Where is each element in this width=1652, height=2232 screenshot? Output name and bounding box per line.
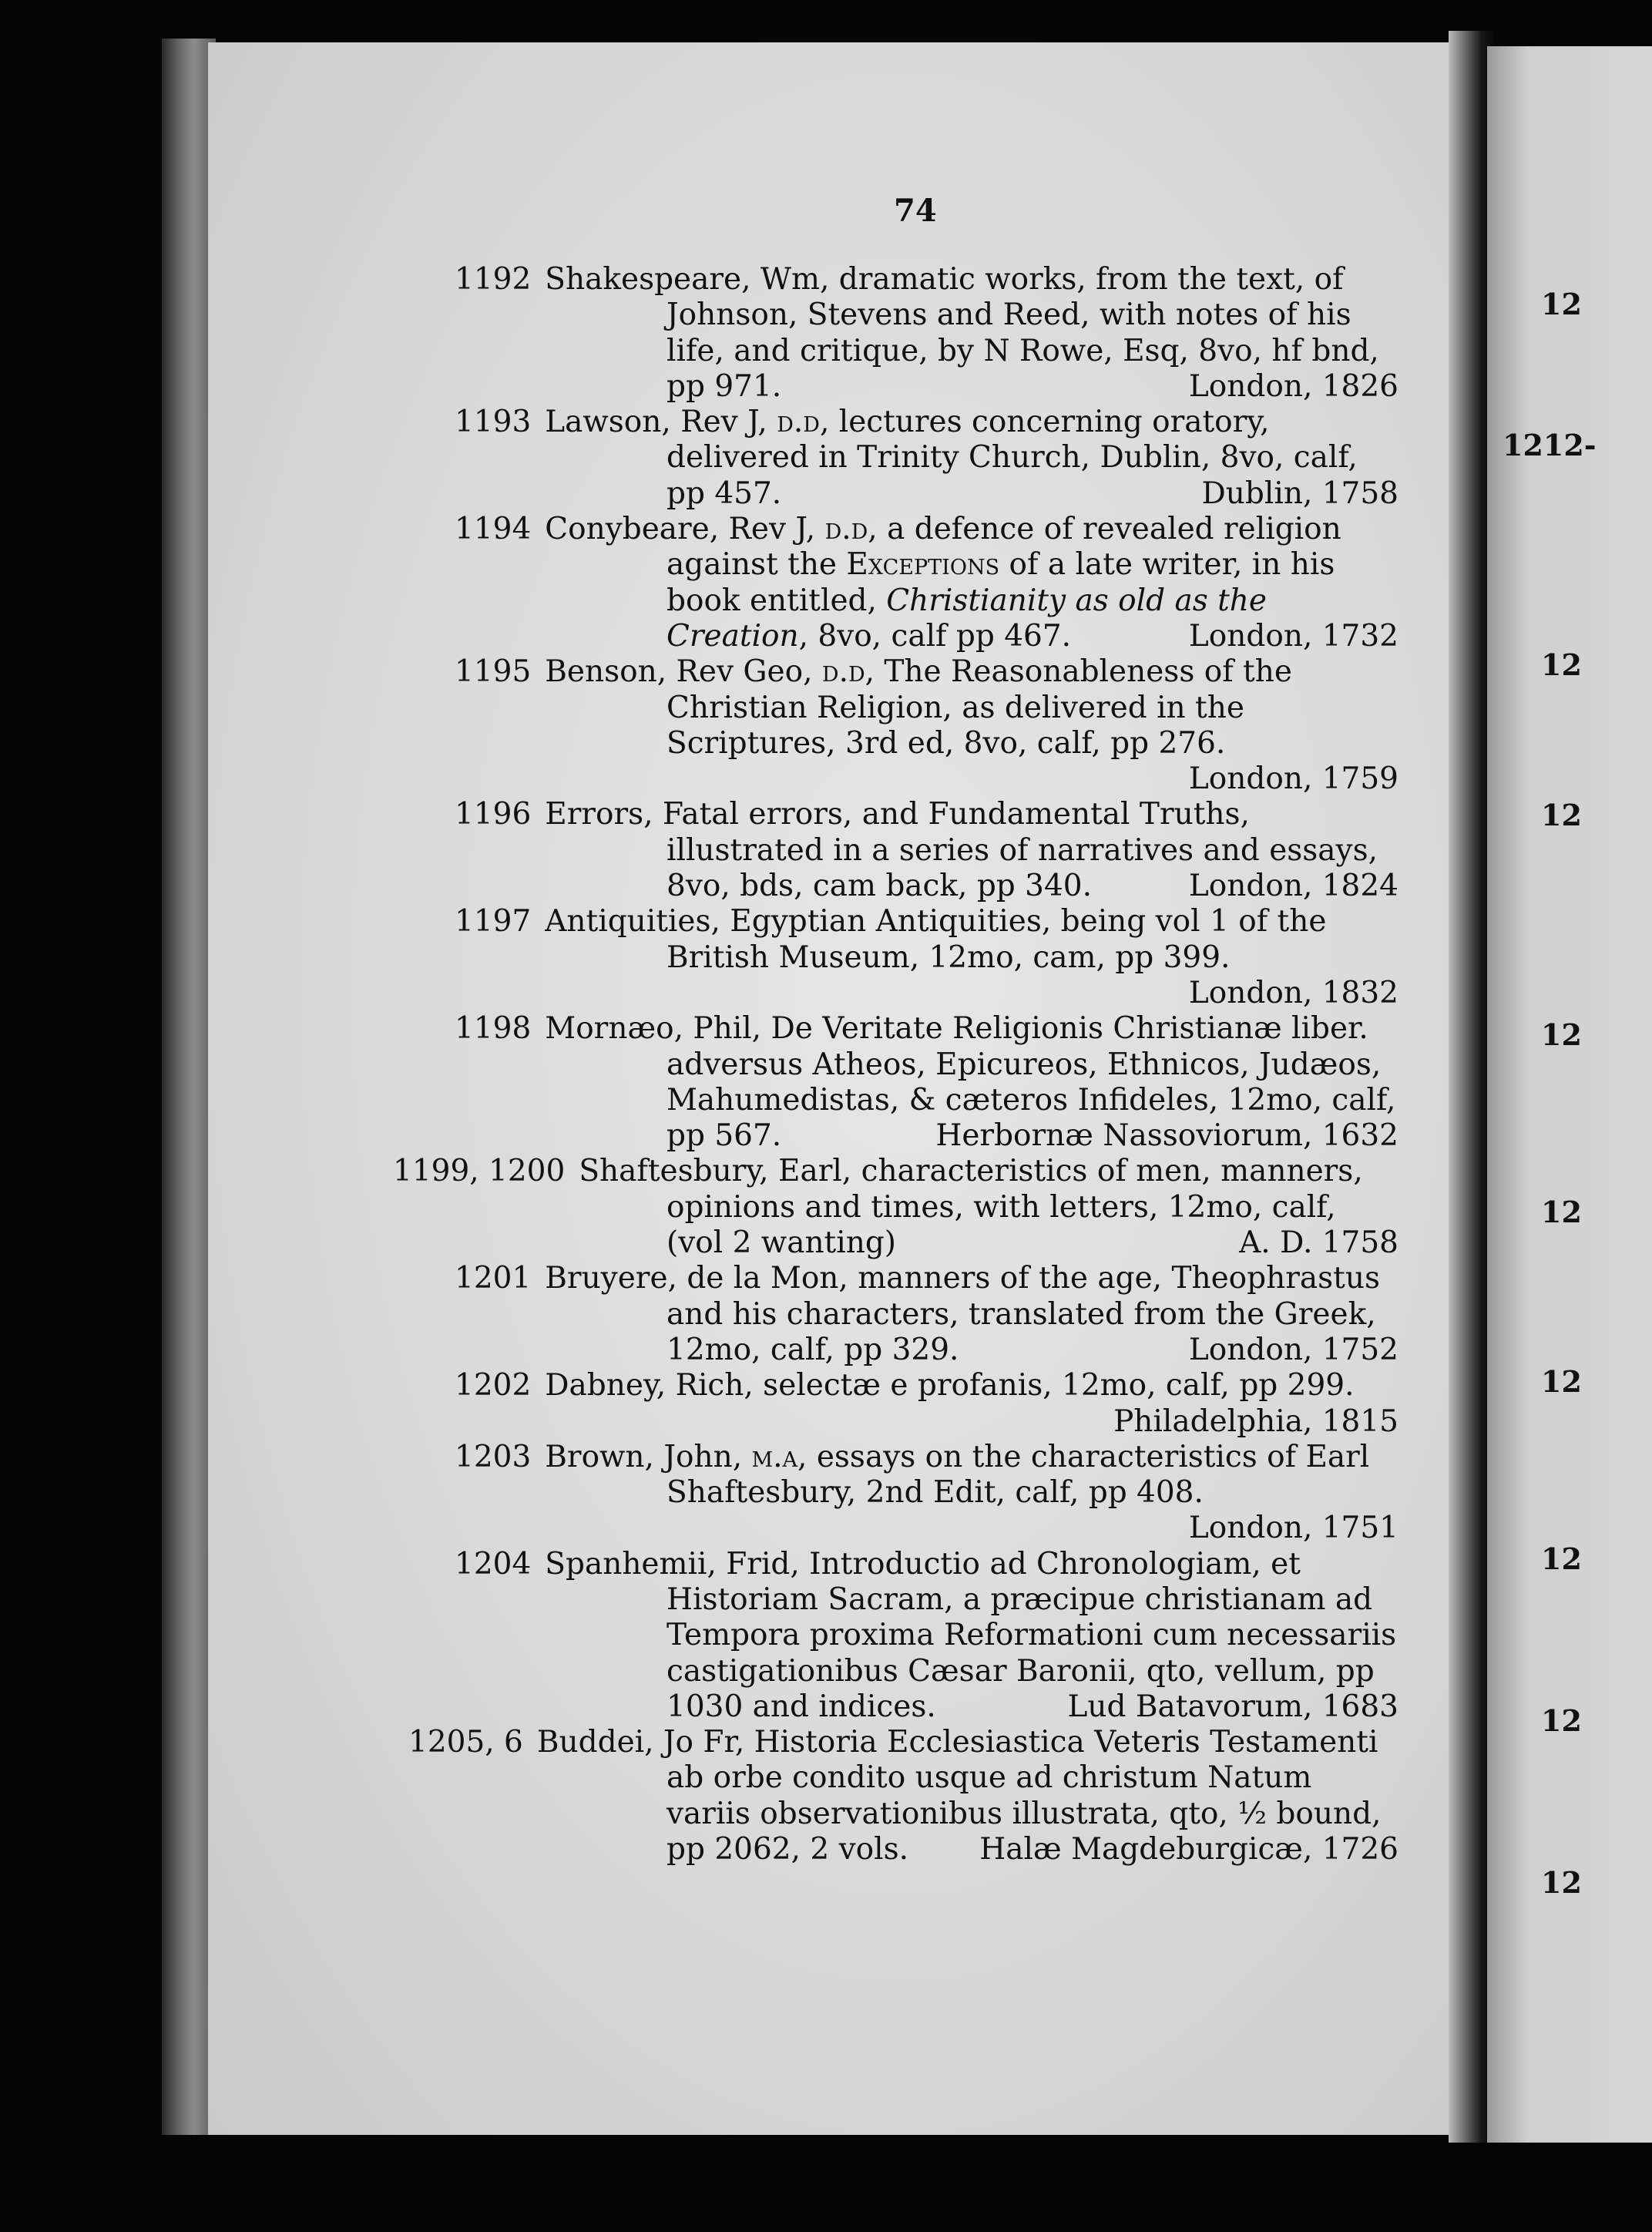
- catalog-entry: [455, 262, 1398, 405]
- facing-page-edge: [1487, 46, 1652, 2143]
- facing-page-fragment: 12: [1541, 1017, 1582, 1052]
- entry-place-date: Philadelphia, 1815: [1113, 1403, 1398, 1439]
- entry-text: Spanhemii, Frid, Introductio ad Chronologiam, et Historiam Sacram, a præcipue christianam ad Tempora proxima Reformationi cum necessariis castigationibus Cæsar Baronii, qto, vellum, pp 1030 and indices.: [545, 1546, 1397, 1724]
- page-number: 74: [894, 193, 937, 229]
- entry-number: 1201: [455, 1261, 532, 1296]
- entry-number: 1197: [455, 904, 532, 940]
- catalog-entry: [455, 1368, 1398, 1440]
- entry-text: , The Reasonableness of the Christian Religion, as delivered in the Scriptures, 3rd ed, 8vo, calf, pp 276.: [667, 654, 1292, 761]
- facing-page-fragment: 12: [1541, 647, 1582, 682]
- entry-italic-title: Christianity as old as the Creation: [667, 583, 1267, 654]
- entry-place-date: London, 1751: [1188, 1511, 1398, 1546]
- catalog-entry: [455, 797, 1398, 904]
- entry-text: Dabney, Rich, selectæ e profanis, 12mo, calf, pp 299.: [545, 1368, 1355, 1403]
- entry-text: Lawson, Rev J,: [545, 405, 777, 440]
- facing-page-fragment: 12: [1541, 287, 1582, 321]
- entry-smallcaps-term: Exceptions: [846, 547, 1000, 583]
- entry-number: 1192: [455, 262, 532, 297]
- entry-number: 1199, 1200: [393, 1154, 566, 1189]
- entry-degree: d.d: [821, 654, 865, 690]
- entry-number: 1204: [455, 1546, 532, 1582]
- entry-number: 1195: [455, 654, 532, 690]
- catalog-entries: [393, 262, 1398, 1867]
- entry-text: of a late writer, in his book entitled,: [667, 547, 1335, 618]
- facing-page-fragment: 12: [1541, 1541, 1582, 1576]
- facing-page-fragment: 12: [1541, 1364, 1582, 1399]
- catalog-entry: [408, 1725, 1398, 1867]
- entry-place-date: A. D. 1758: [1239, 1225, 1398, 1261]
- entry-place-date: London, 1826: [1188, 368, 1398, 404]
- entry-number: 1205, 6: [408, 1725, 523, 1760]
- catalog-entry: [393, 1154, 1398, 1261]
- entry-text: Benson, Rev Geo,: [545, 654, 822, 690]
- entry-number: 1202: [455, 1368, 532, 1403]
- catalog-entry: [455, 1547, 1398, 1725]
- catalog-entry: [455, 1011, 1398, 1154]
- entry-text: , lectures concerning oratory, delivered in Trinity Church, Dublin, 8vo, calf, pp 457.: [667, 405, 1358, 511]
- entry-text: , a defence of revealed religion against the: [667, 512, 1341, 583]
- entry-degree: m.a: [751, 1439, 798, 1474]
- entry-place-date: London, 1752: [1188, 1332, 1398, 1367]
- catalog-entry: [455, 1440, 1398, 1547]
- entry-place-date: Herbornæ Nassoviorum, 1632: [935, 1118, 1398, 1154]
- catalog-entry: [455, 512, 1398, 654]
- entry-text: Antiquities, Egyptian Antiquities, being vol 1 of the British Museum, 12mo, cam, pp 399.: [545, 904, 1327, 975]
- entry-place-date: London, 1759: [1188, 761, 1398, 797]
- entry-place-date: Lud Batavorum, 1683: [1067, 1689, 1398, 1724]
- entry-text: Conybeare, Rev J,: [545, 512, 825, 547]
- facing-page-fragment: 1212-: [1503, 428, 1597, 462]
- entry-degree: d.d: [824, 512, 868, 547]
- catalog-entry: [455, 1261, 1398, 1368]
- facing-page-fragment: 12: [1541, 1865, 1582, 1900]
- entry-text: Shaftesbury, Earl, characteristics of men, manners, opinions and times, with letters, 12mo, calf, (vol 2 wanting): [579, 1154, 1363, 1261]
- entry-text: Brown, John,: [545, 1439, 752, 1474]
- entry-place-date: London, 1732: [1188, 618, 1398, 654]
- entry-place-date: Halæ Magdeburgicæ, 1726: [979, 1832, 1398, 1867]
- entry-text: Buddei, Jo Fr, Historia Ecclesiastica Veteris Testamenti ab orbe condito usque ad christum Natum variis observationibus illustrata, qto, ½ bound, pp 2062, 2 vols.: [536, 1725, 1382, 1867]
- entry-number: 1196: [455, 797, 532, 832]
- entry-number: 1194: [455, 512, 532, 547]
- entry-number: 1198: [455, 1011, 532, 1047]
- entry-text: , essays on the characteristics of Earl Shaftesbury, 2nd Edit, calf, pp 408.: [667, 1439, 1370, 1511]
- catalog-entry: [455, 654, 1398, 797]
- entry-place-date: London, 1832: [1188, 975, 1398, 1010]
- entry-text: Bruyere, de la Mon, manners of the age, Theophrastus and his characters, translated from the Greek, 12mo, calf, pp 329.: [545, 1261, 1380, 1367]
- catalog-entry: [455, 904, 1398, 1011]
- entry-place-date: Dublin, 1758: [1201, 476, 1398, 511]
- facing-page-fragment: 12: [1541, 1703, 1582, 1738]
- facing-page-fragment: 12: [1541, 798, 1582, 832]
- catalog-entry: [455, 405, 1398, 512]
- entry-text: Mornæo, Phil, De Veritate Religionis Christianæ liber. adversus Atheos, Epicureos, Ethnicos, Judæos, Mahumedistas, & cæteros Infideles, 12mo, calf, pp 567.: [545, 1011, 1396, 1154]
- entry-number: 1193: [455, 405, 532, 440]
- facing-page-fragment: 12: [1541, 1195, 1582, 1229]
- entry-place-date: London, 1824: [1188, 869, 1398, 904]
- entry-text: Shakespeare, Wm, dramatic works, from the text, of Johnson, Stevens and Reed, with notes of his life, and critique, by N Rowe, Esq, 8vo, hf bnd, pp 971.: [545, 262, 1379, 404]
- entry-number: 1203: [455, 1439, 532, 1474]
- entry-text: Errors, Fatal errors, and Fundamental Truths, illustrated in a series of narratives and essays, 8vo, bds, cam back, pp 340.: [545, 797, 1378, 904]
- entry-degree: d.d: [777, 405, 820, 440]
- entry-text: , 8vo, calf pp 467.: [798, 618, 1072, 654]
